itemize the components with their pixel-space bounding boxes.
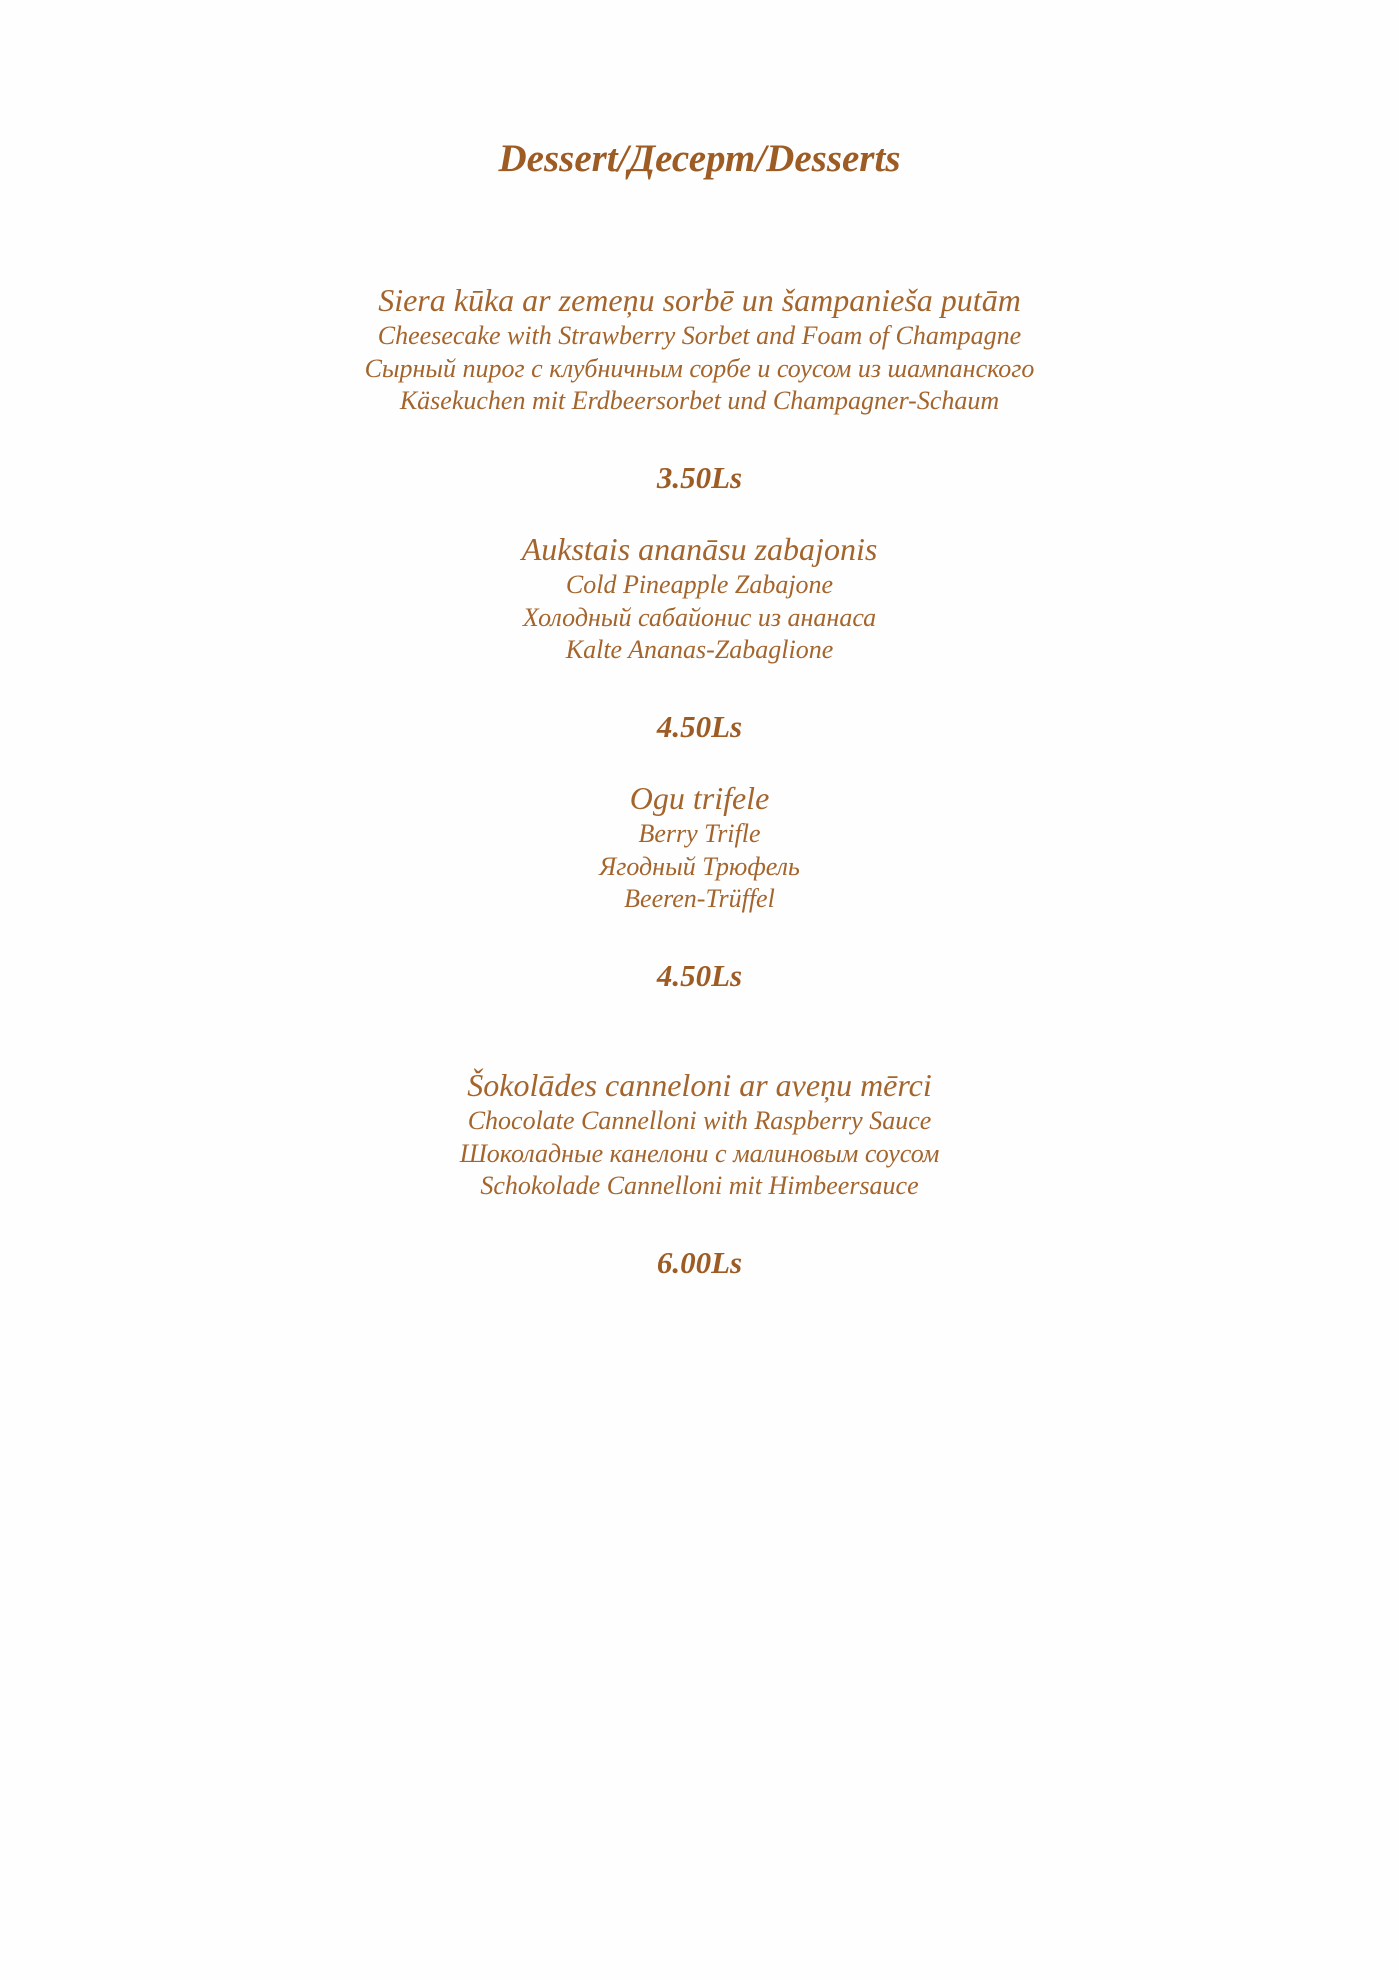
dish-name-latvian: Ogu trifele bbox=[629, 780, 770, 816]
dish-name-english: Cold Pineapple Zabajone bbox=[565, 570, 834, 599]
dish-price: 6.00Ls bbox=[656, 1244, 743, 1280]
dish-name-german: Beeren-Trüffel bbox=[624, 884, 775, 913]
dish-name-german: Schokolade Cannelloni mit Himbeersauce bbox=[480, 1171, 919, 1200]
menu-item bbox=[0, 529, 1399, 747]
dish-price: 4.50Ls bbox=[656, 957, 743, 993]
dish-name-english: Chocolate Cannelloni with Raspberry Sauce bbox=[467, 1106, 932, 1135]
dish-name-german: Käsekuchen mit Erdbeersorbet und Champagner-Schaum bbox=[399, 386, 1000, 415]
menu-item bbox=[0, 280, 1399, 498]
dish-name-latvian: Šokolādes canneloni ar aveņu mērci bbox=[467, 1067, 932, 1103]
dish-name-russian: Сырный пирог с клубничным сорбе и соусом из шампанского bbox=[364, 353, 1035, 383]
dish-name-latvian: Aukstais ananāsu zabajonis bbox=[521, 531, 878, 567]
dish-name-german: Kalte Ananas-Zabaglione bbox=[565, 635, 834, 664]
menu-item bbox=[0, 778, 1399, 996]
page-title: Dessert/Десерт/Desserts bbox=[498, 137, 901, 180]
dish-name-english: Cheesecake with Strawberry Sorbet and Foam of Champagne bbox=[377, 321, 1022, 350]
dish-name-english: Berry Trifle bbox=[638, 819, 761, 848]
dish-price: 4.50Ls bbox=[656, 708, 743, 744]
dish-name-russian: Шоколадные канелони с малиновым соусом bbox=[459, 1138, 940, 1168]
dish-name-russian: Холодный сабайонис из ананаса bbox=[522, 602, 877, 632]
menu-item bbox=[0, 1065, 1399, 1283]
dish-name-latvian: Siera kūka ar zemeņu sorbē un šampanieša putām bbox=[378, 282, 1021, 318]
dish-price: 3.50Ls bbox=[656, 459, 743, 495]
dish-name-russian: Ягодный Трюфель bbox=[599, 851, 800, 881]
